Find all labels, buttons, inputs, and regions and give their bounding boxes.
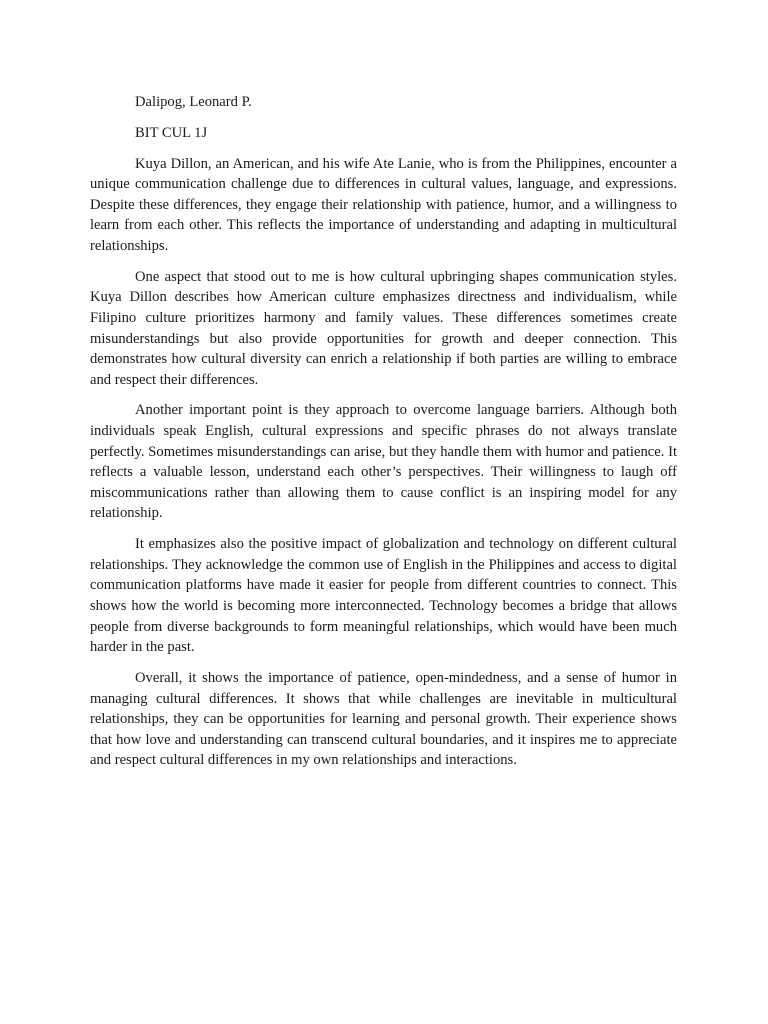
paragraph-language-barriers: Another important point is they approach to overcome language barriers. Although both individuals speak English, cultural expressions and specific phrases do not always translate perfectly. Sometimes misunderstandings can arise, but they handle them with humor and patience. It reflects a valuable lesson, understand each other’s perspectives. Their willingness to laugh off miscommunications rather than allowing them to cause conflict is an inspiring model for any relationship.: [90, 402, 677, 522]
class-section: BIT CUL 1J: [135, 124, 208, 141]
author-name: Dalipog, Leonard P.: [135, 94, 252, 110]
paragraph-communication-styles: One aspect that stood out to me is how cultural upbringing shapes communication styles. Kuya Dillon describes how American culture emphasizes directness and individualism, while Filipino culture prioritizes harmony and family values. These differences sometimes create misunderstandings but also provide opportunities for growth and deeper connection. This demonstrates how cultural diversity can enrich a relationship if both parties are willing to embrace and respect their differences.: [90, 268, 677, 388]
paragraph-globalization: It emphasizes also the positive impact of globalization and technology on different cultural relationships. They acknowledge the common use of English in the Philippines and access to digital communication platforms have made it easier for people from different countries to connect. This shows how the world is becoming more interconnected. Technology becomes a bridge that allows people from diverse backgrounds to form meaningful relationships, which would have been much harder in the past.: [90, 536, 677, 656]
paragraph-conclusion: Overall, it shows the importance of patience, open-mindedness, and a sense of humor in managing cultural differences. It shows that while challenges are inevitable in multicultural relationships, they can be opportunities for learning and personal growth. Their experience shows that how love and understanding can transcend cultural boundaries, and it inspires me to appreciate and respect cultural differences in my own relationships and interactions.: [90, 669, 677, 769]
paragraph-intro: Kuya Dillon, an American, and his wife Ate Lanie, who is from the Philippines, encounter a unique communication challenge due to differences in cultural values, language, and expressions. Despite these differences, they engage their relationship with patience, humor, and a willingness to learn from each other. This reflects the importance of understanding and adapting in multicultural relationships.: [90, 155, 677, 254]
document-page: [90, 92, 677, 781]
